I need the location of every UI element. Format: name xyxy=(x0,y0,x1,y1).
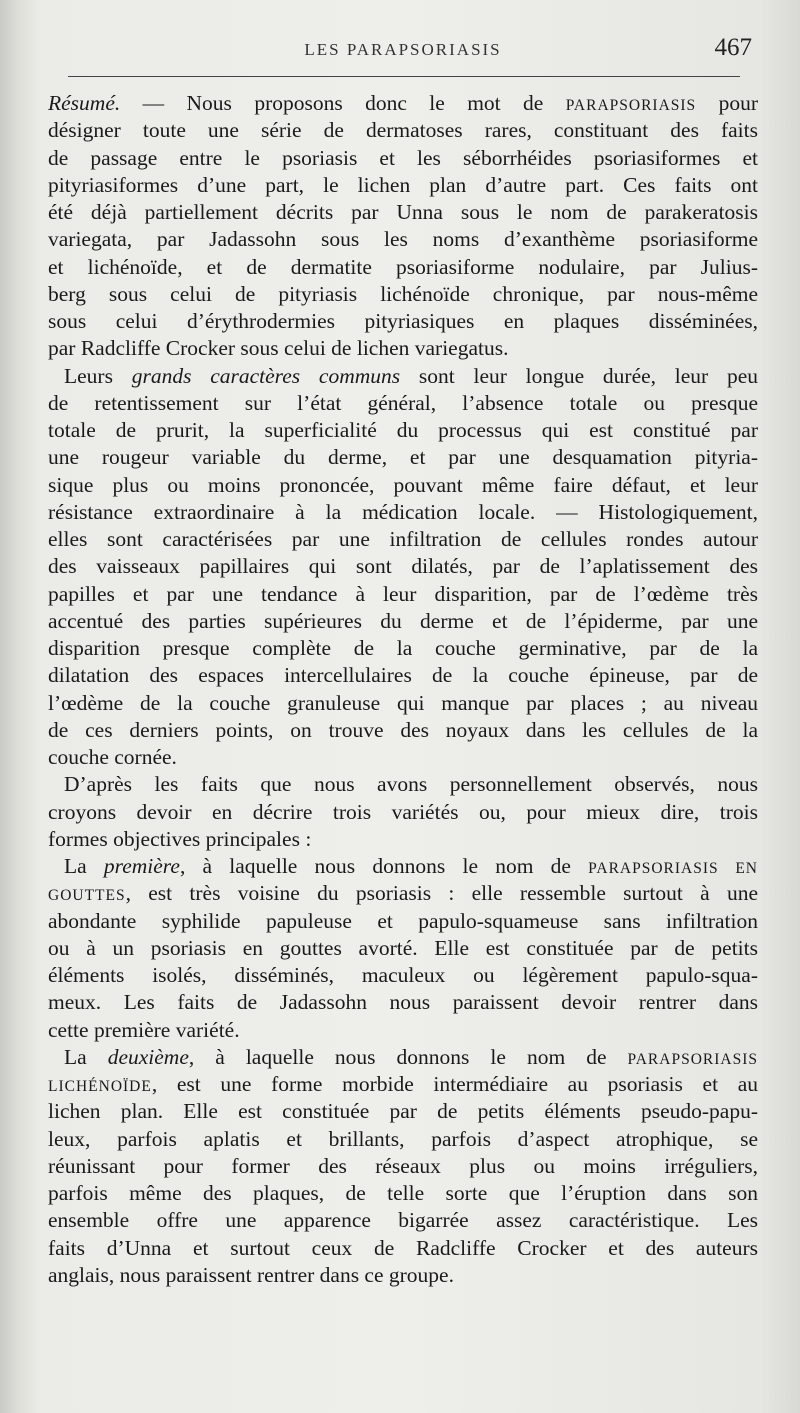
text-run: accentué des parties supérieures du derme et de l’épiderme, par une xyxy=(48,608,758,633)
text-line xyxy=(48,199,758,226)
text-line xyxy=(48,1098,758,1125)
text-line xyxy=(48,608,758,635)
text-run: elles sont caractérisées par une infiltration de cellules rondes autour xyxy=(48,527,758,551)
text-line xyxy=(48,989,758,1016)
text-run: désigner toute une série de dermatoses rares, constituant des faits xyxy=(48,118,758,143)
text-run: sont leur longue durée, leur peu xyxy=(400,363,758,388)
body-text xyxy=(48,90,758,1289)
text-line xyxy=(48,799,758,826)
text-run: , à laquelle nous donnons le nom de xyxy=(188,1044,628,1069)
text-run: croyons devoir en décrire trois variétés ou, pour mieux dire, trois xyxy=(48,799,758,824)
text-run: sous celui d’érythrodermies pityriasiques en plaques disséminées, xyxy=(48,309,758,333)
text-run: une rougeur variable du derme, et par une desquamation pityria- xyxy=(48,445,758,470)
text-line xyxy=(48,1262,758,1289)
text-run: réunissant pour former des réseaux plus ou moins irréguliers, xyxy=(48,1153,758,1178)
text-line xyxy=(48,1153,758,1180)
text-run: été déjà partiellement décrits par Unna sous le nom de parakeratosis xyxy=(48,200,758,224)
italic-phrase: première xyxy=(103,854,180,878)
text-line xyxy=(48,1071,758,1098)
page-header xyxy=(48,34,758,64)
text-run: parfois même des plaques, de telle sorte que l’éruption dans son xyxy=(48,1181,758,1205)
text-line xyxy=(48,662,758,689)
text-line xyxy=(48,390,758,417)
text-line xyxy=(48,526,758,553)
text-line xyxy=(48,962,758,989)
text-run: pityriasiformes d’une part, le lichen plan d’autre part. Ces faits ont xyxy=(48,172,758,197)
text-run: par Radcliffe Crocker sous celui de lichen variegatus. xyxy=(48,336,509,361)
text-line xyxy=(48,172,758,199)
text-line xyxy=(48,1044,758,1071)
page-number: 467 xyxy=(714,34,752,61)
text-line xyxy=(48,880,758,907)
text-line xyxy=(48,1180,758,1207)
text-line xyxy=(48,717,758,744)
small-caps-term: PARAPSORIASIS xyxy=(565,97,697,114)
text-run: ensemble offre une apparence bigarrée assez caractéristique. Les xyxy=(48,1208,758,1233)
text-line xyxy=(48,771,758,798)
text-line xyxy=(48,690,758,717)
running-title: LES PARAPSORIASIS xyxy=(304,40,502,59)
small-caps-term: LICHÉNOÏDE xyxy=(48,1078,152,1095)
text-line xyxy=(48,90,758,117)
text-run: meux. Les faits de Jadassohn nous paraissent devoir rentrer dans xyxy=(48,990,758,1015)
text-line xyxy=(48,908,758,935)
small-caps-term: PARAPSORIASIS xyxy=(627,1050,758,1068)
text-run: cette première variété. xyxy=(48,1017,240,1042)
text-run: ou à un psoriasis en gouttes avorté. Elle est constituée par de petits xyxy=(48,935,758,960)
text-run: faits d’Unna et surtout ceux de Radcliffe Crocker et des auteurs xyxy=(48,1235,758,1260)
text-run: éléments isolés, disséminés, maculeux ou légèrement papulo-squa- xyxy=(48,963,758,987)
text-line xyxy=(48,254,758,281)
text-run: totale de prurit, la superficialité du processus qui est constitué par xyxy=(48,418,758,442)
text-line xyxy=(48,635,758,662)
text-run: disparition presque complète de la couche germinative, par de la xyxy=(48,636,758,660)
italic-phrase: grands caractères communs xyxy=(131,363,401,388)
text-line xyxy=(48,1235,758,1262)
text-run: , est très voisine du psoriasis : elle ressemble surtout à une xyxy=(125,881,758,906)
text-line xyxy=(48,853,758,880)
small-caps-term: GOUTTES xyxy=(48,887,126,905)
text-run: couche cornée. xyxy=(48,745,177,769)
text-run: pour xyxy=(696,91,758,115)
text-run: lichen plan. Elle est constituée par de petits éléments pseudo-papu- xyxy=(48,1099,758,1124)
text-line xyxy=(48,1017,758,1044)
text-line xyxy=(48,335,758,362)
text-line xyxy=(48,744,758,771)
text-run: D’après les faits que nous avons personnellement observés, nous xyxy=(64,772,758,797)
text-run: La xyxy=(64,854,104,878)
text-run: formes objectives principales : xyxy=(48,826,312,851)
text-line xyxy=(48,472,758,499)
text-run: l’œdème de la couche granuleuse qui manque par places ; au niveau xyxy=(48,690,758,715)
text-run: , est une forme morbide intermédiaire au psoriasis et au xyxy=(151,1072,758,1096)
text-line xyxy=(48,1126,758,1153)
text-line xyxy=(48,553,758,580)
text-line xyxy=(48,581,758,608)
text-run: sique plus ou moins prononcée, pouvant même faire défaut, et leur xyxy=(48,472,758,497)
italic-phrase: deuxième xyxy=(107,1044,189,1069)
text-line xyxy=(48,281,758,308)
text-run: leux, parfois aplatis et brillants, parfois d’aspect atrophique, se xyxy=(48,1126,758,1151)
text-line xyxy=(48,826,758,853)
text-run: variegata, par Jadassohn sous les noms d’exanthème psoriasiforme xyxy=(48,227,758,252)
text-run: , à laquelle nous donnons le nom de xyxy=(179,854,589,878)
italic-phrase: Résumé. xyxy=(48,91,121,115)
text-run: des vaisseaux papillaires qui sont dilatés, par de l’aplatissement des xyxy=(48,554,758,579)
text-run: La xyxy=(64,1044,108,1069)
text-run: de passage entre le psoriasis et les séborrhéides psoriasiformes et xyxy=(48,145,758,170)
text-run: — Nous proposons donc le mot de xyxy=(120,91,566,115)
text-line xyxy=(48,1207,758,1234)
text-run: abondante syphilide papuleuse et papulo-squameuse sans infiltration xyxy=(48,908,758,933)
text-line xyxy=(48,417,758,444)
text-line xyxy=(48,117,758,144)
small-caps-term: PARAPSORIASIS EN xyxy=(588,860,758,877)
text-run: dilatation des espaces intercellulaires de la couche épineuse, par de xyxy=(48,663,758,688)
text-line xyxy=(48,145,758,172)
text-line xyxy=(48,499,758,526)
text-run: et lichénoïde, et de dermatite psoriasiforme nodulaire, par Julius- xyxy=(48,254,758,279)
text-line xyxy=(48,444,758,471)
text-run: de retentissement sur l’état général, l’absence totale ou presque xyxy=(48,390,758,415)
text-run: papilles et par une tendance à leur disparition, par de l’œdème très xyxy=(48,581,758,606)
text-line xyxy=(48,363,758,390)
text-line xyxy=(48,308,758,335)
header-rule xyxy=(68,76,740,77)
text-run: berg sous celui de pityriasis lichénoïde chronique, par nous-même xyxy=(48,281,758,306)
text-run: Leurs xyxy=(64,363,132,388)
text-line xyxy=(48,935,758,962)
text-run: anglais, nous paraissent rentrer dans ce groupe. xyxy=(48,1262,454,1287)
text-line xyxy=(48,226,758,253)
text-run: de ces derniers points, on trouve des noyaux dans les cellules de la xyxy=(48,717,758,742)
text-run: résistance extraordinaire à la médication locale. — Histologiquement, xyxy=(48,499,758,524)
